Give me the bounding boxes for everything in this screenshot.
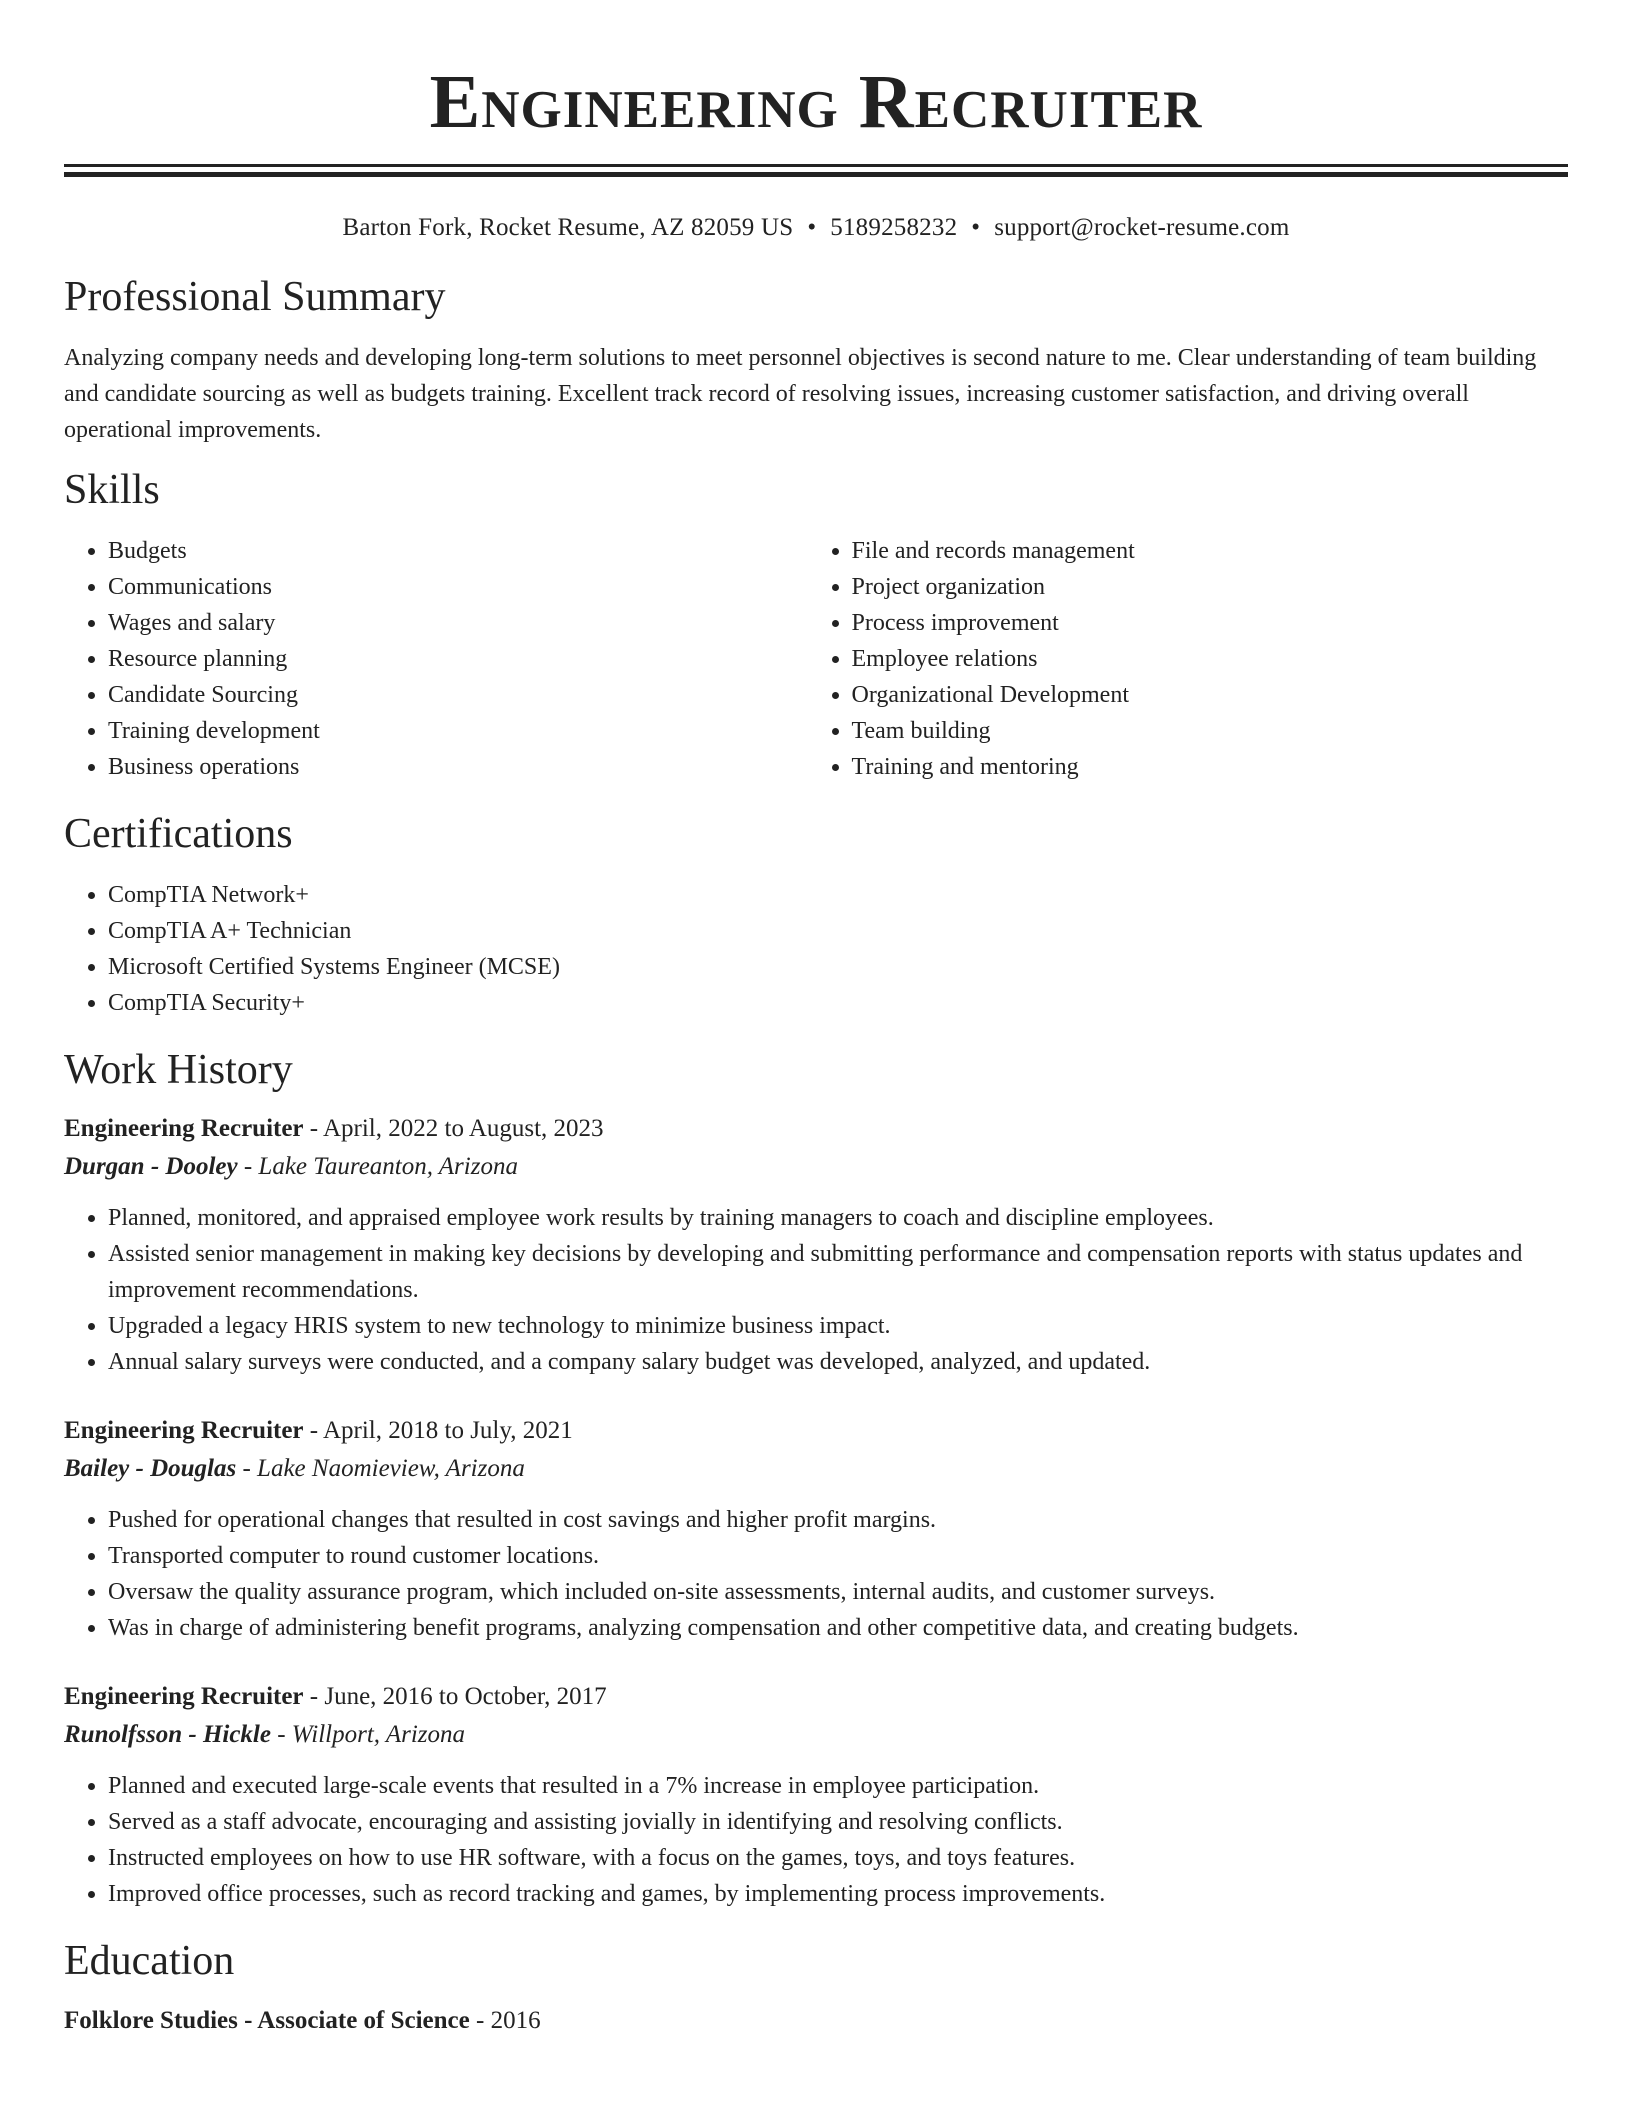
contact-separator: • [807, 214, 817, 241]
job-title: Engineering Recruiter [64, 1683, 304, 1710]
job-location: - Lake Naomieview, Arizona [236, 1455, 525, 1482]
contact-address: Barton Fork, Rocket Resume, AZ 82059 US [342, 214, 794, 241]
job-title-line [64, 1110, 1568, 1148]
contact-phone: 5189258232 [830, 214, 958, 241]
list-item: • Transported computer to round customer locations. [108, 1538, 1568, 1574]
education-year: - 2016 [469, 2007, 541, 2034]
list-item: • Served as a staff advocate, encouraging and assisting jovially in identifying and resolving conflicts. [108, 1804, 1568, 1840]
list-item: • CompTIA Security+ [108, 985, 1568, 1021]
list-item: • Training and mentoring [852, 749, 1568, 785]
list-item: • CompTIA Network+ [108, 877, 1568, 913]
title-divider-bottom [64, 172, 1568, 177]
list-item: • Improved office processes, such as record tracking and games, by implementing process improvements. [108, 1876, 1568, 1912]
job-dates: - April, 2022 to August, 2023 [303, 1115, 604, 1142]
list-item: • Instructed employees on how to use HR software, with a focus on the games, toys, and toys features. [108, 1840, 1568, 1876]
education-line [64, 2002, 1568, 2040]
list-item: • Planned, monitored, and appraised employee work results by training managers to coach and discipline employees. [108, 1200, 1568, 1236]
list-item: • Oversaw the quality assurance program, which included on-site assessments, internal audits, and customer surveys. [108, 1574, 1568, 1610]
list-item: • Pushed for operational changes that resulted in cost savings and higher profit margins. [108, 1502, 1568, 1538]
list-item: • Employee relations [852, 641, 1568, 677]
job-title: Engineering Recruiter [64, 1417, 304, 1444]
job-company-line [64, 1716, 1568, 1754]
job-company: Runolfsson - Hickle [64, 1721, 271, 1748]
list-item: • Training development [108, 713, 808, 749]
resume-title: Engineering Recruiter [429, 60, 1203, 144]
job-company: Bailey - Douglas [64, 1455, 237, 1482]
list-item: • Was in charge of administering benefit programs, analyzing compensation and other competitive data, and creating budgets. [108, 1610, 1568, 1646]
education-heading: Education [64, 1938, 235, 1984]
summary-heading: Professional Summary [64, 274, 446, 320]
skills-list-right [808, 533, 1568, 785]
list-item: • Organizational Development [852, 677, 1568, 713]
list-item: • File and records management [852, 533, 1568, 569]
job-title: Engineering Recruiter [64, 1115, 304, 1142]
job-title-line [64, 1678, 1568, 1716]
skills-columns [64, 533, 1568, 785]
list-item: • Microsoft Certified Systems Engineer (MCSE) [108, 949, 1568, 985]
job-dates: - April, 2018 to July, 2021 [303, 1417, 573, 1444]
contact-separator: • [971, 214, 981, 241]
job-location: - Willport, Arizona [270, 1721, 465, 1748]
list-item: • CompTIA A+ Technician [108, 913, 1568, 949]
contact-email: support@rocket-resume.com [994, 214, 1290, 241]
list-item: • Upgraded a legacy HRIS system to new technology to minimize business impact. [108, 1308, 1568, 1344]
list-item: • Wages and salary [108, 605, 808, 641]
list-item: • Planned and executed large-scale events that resulted in a 7% increase in employee participation. [108, 1768, 1568, 1804]
job-location: - Lake Taureanton, Arizona [237, 1153, 518, 1180]
job-entry [64, 1678, 1568, 1912]
job-company-line [64, 1450, 1568, 1488]
job-bullets [64, 1502, 1568, 1646]
title-divider-top [64, 164, 1568, 167]
list-item: • Communications [108, 569, 808, 605]
work-history-heading: Work History [64, 1047, 293, 1093]
summary-text: Analyzing company needs and developing long-term solutions to meet personnel objectives is second nature to me. Clear understanding of team building and candidate sourcing as well as budgets training. Excellent track record of resolving issues, increasing customer satisfaction, and driving overall operational improvements. [64, 345, 1537, 443]
certifications-heading: Certifications [64, 811, 293, 857]
job-company: Durgan - Dooley [64, 1153, 238, 1180]
job-bullets [64, 1200, 1568, 1380]
list-item: • Project organization [852, 569, 1568, 605]
education-degree: Folklore Studies - Associate of Science [64, 2007, 470, 2034]
certifications-list [64, 877, 1568, 1021]
list-item: • Team building [852, 713, 1568, 749]
list-item: • Candidate Sourcing [108, 677, 808, 713]
list-item: • Business operations [108, 749, 808, 785]
list-item: • Process improvement [852, 605, 1568, 641]
list-item: • Resource planning [108, 641, 808, 677]
list-item: • Assisted senior management in making key decisions by developing and submitting performance and compensation reports with status updates and improvement recommendations. [108, 1236, 1568, 1308]
job-dates: - June, 2016 to October, 2017 [303, 1683, 607, 1710]
job-company-line [64, 1148, 1568, 1186]
skills-list-left [64, 533, 808, 785]
list-item: • Annual salary surveys were conducted, and a company salary budget was developed, analyzed, and updated. [108, 1344, 1568, 1380]
list-item: • Budgets [108, 533, 808, 569]
job-entry [64, 1110, 1568, 1380]
job-title-line [64, 1412, 1568, 1450]
job-bullets [64, 1768, 1568, 1912]
job-entry [64, 1412, 1568, 1646]
contact-line [64, 213, 1568, 243]
skills-heading: Skills [64, 467, 160, 513]
